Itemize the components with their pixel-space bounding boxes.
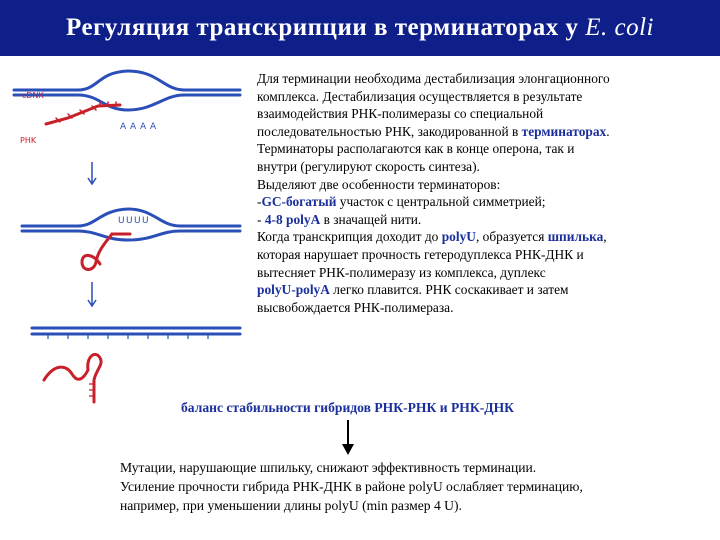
svg-text:A: A (120, 122, 127, 132)
term-polyu: polyU (441, 229, 476, 245)
svg-text:A: A (140, 122, 147, 132)
text-line: вытесняет РНК-полимеразу из комплекса, дуплекс (257, 264, 546, 280)
term-polya: 4-8 polyA (264, 211, 321, 227)
text-line: высвобождается РНК-полимераза. (257, 299, 454, 315)
mutations-text (120, 458, 700, 515)
text-line: - 4-8 polyA в значащей нити. (257, 211, 422, 227)
dna-label: cDNK (22, 91, 44, 100)
term-polyu-polya: polyU-polyA (257, 282, 330, 298)
svg-text:U: U (118, 216, 125, 226)
step-arrow-1 (88, 162, 96, 184)
released-rna (44, 354, 101, 402)
page-title: Регуляция транскрипции в терминаторах у E. coli (66, 14, 654, 41)
term-gc-rich: GC-богатый (261, 194, 337, 210)
poly-u-marks (118, 216, 149, 226)
text-line: Мутации, нарушающие шпильку, снижают эффективность терминации. (120, 460, 537, 475)
step-arrow-2 (88, 282, 96, 306)
svg-text:A: A (130, 122, 137, 132)
text-line: -GC-богатый участок с центральной симметрией; (257, 194, 546, 210)
elongation-complex (14, 71, 240, 124)
text-line: которая нарушает прочность гетеродуплекса РНК-ДНК и (257, 246, 584, 262)
text-line: Терминаторы располагаются как в конце оперона, так и (257, 141, 575, 157)
text-line: внутри (регулируют скорость синтеза). (257, 158, 480, 174)
text-line: Для терминации необходима дестабилизация элонгационного (257, 71, 610, 86)
text-line: polyU-polyA легко плавится. РНК соскакивает и затем (257, 282, 569, 298)
term-terminators: терминаторах (521, 123, 607, 139)
text-line: Выделяют две особенности терминаторов: (257, 176, 501, 192)
svg-text:U: U (142, 216, 149, 226)
title-bar (0, 0, 720, 56)
text-line: последовательностью РНК, закодированной в терминаторах. (257, 123, 610, 139)
text-line: комплекса. Дестабилизация осуществляется в результате (257, 88, 583, 104)
rna-label: PHK (20, 136, 37, 145)
term-hairpin: шпилька (547, 229, 604, 245)
released-dna (32, 328, 240, 334)
svg-text:U: U (126, 216, 133, 226)
text-line: например, при уменьшении длины polyU (min размер 4 U). (120, 498, 462, 513)
balance-heading: баланс стабильности гибридов РНК-РНК и РНК-ДНК (181, 400, 515, 415)
text-line: Усиление прочности гибрида РНК-ДНК в районе polyU ослабляет терминацию, (120, 479, 583, 494)
termination-diagram (8, 58, 248, 414)
down-arrow-icon (340, 420, 356, 456)
polya-marks-1 (120, 122, 157, 132)
text-line: взаимодействия РНК-полимеразы со специальной (257, 106, 544, 122)
svg-text:U: U (134, 216, 141, 226)
explanation-text (257, 70, 697, 316)
text-line: Когда транскрипция доходит до polyU, образуется шпилька, (257, 229, 607, 245)
svg-text:A: A (150, 122, 157, 132)
